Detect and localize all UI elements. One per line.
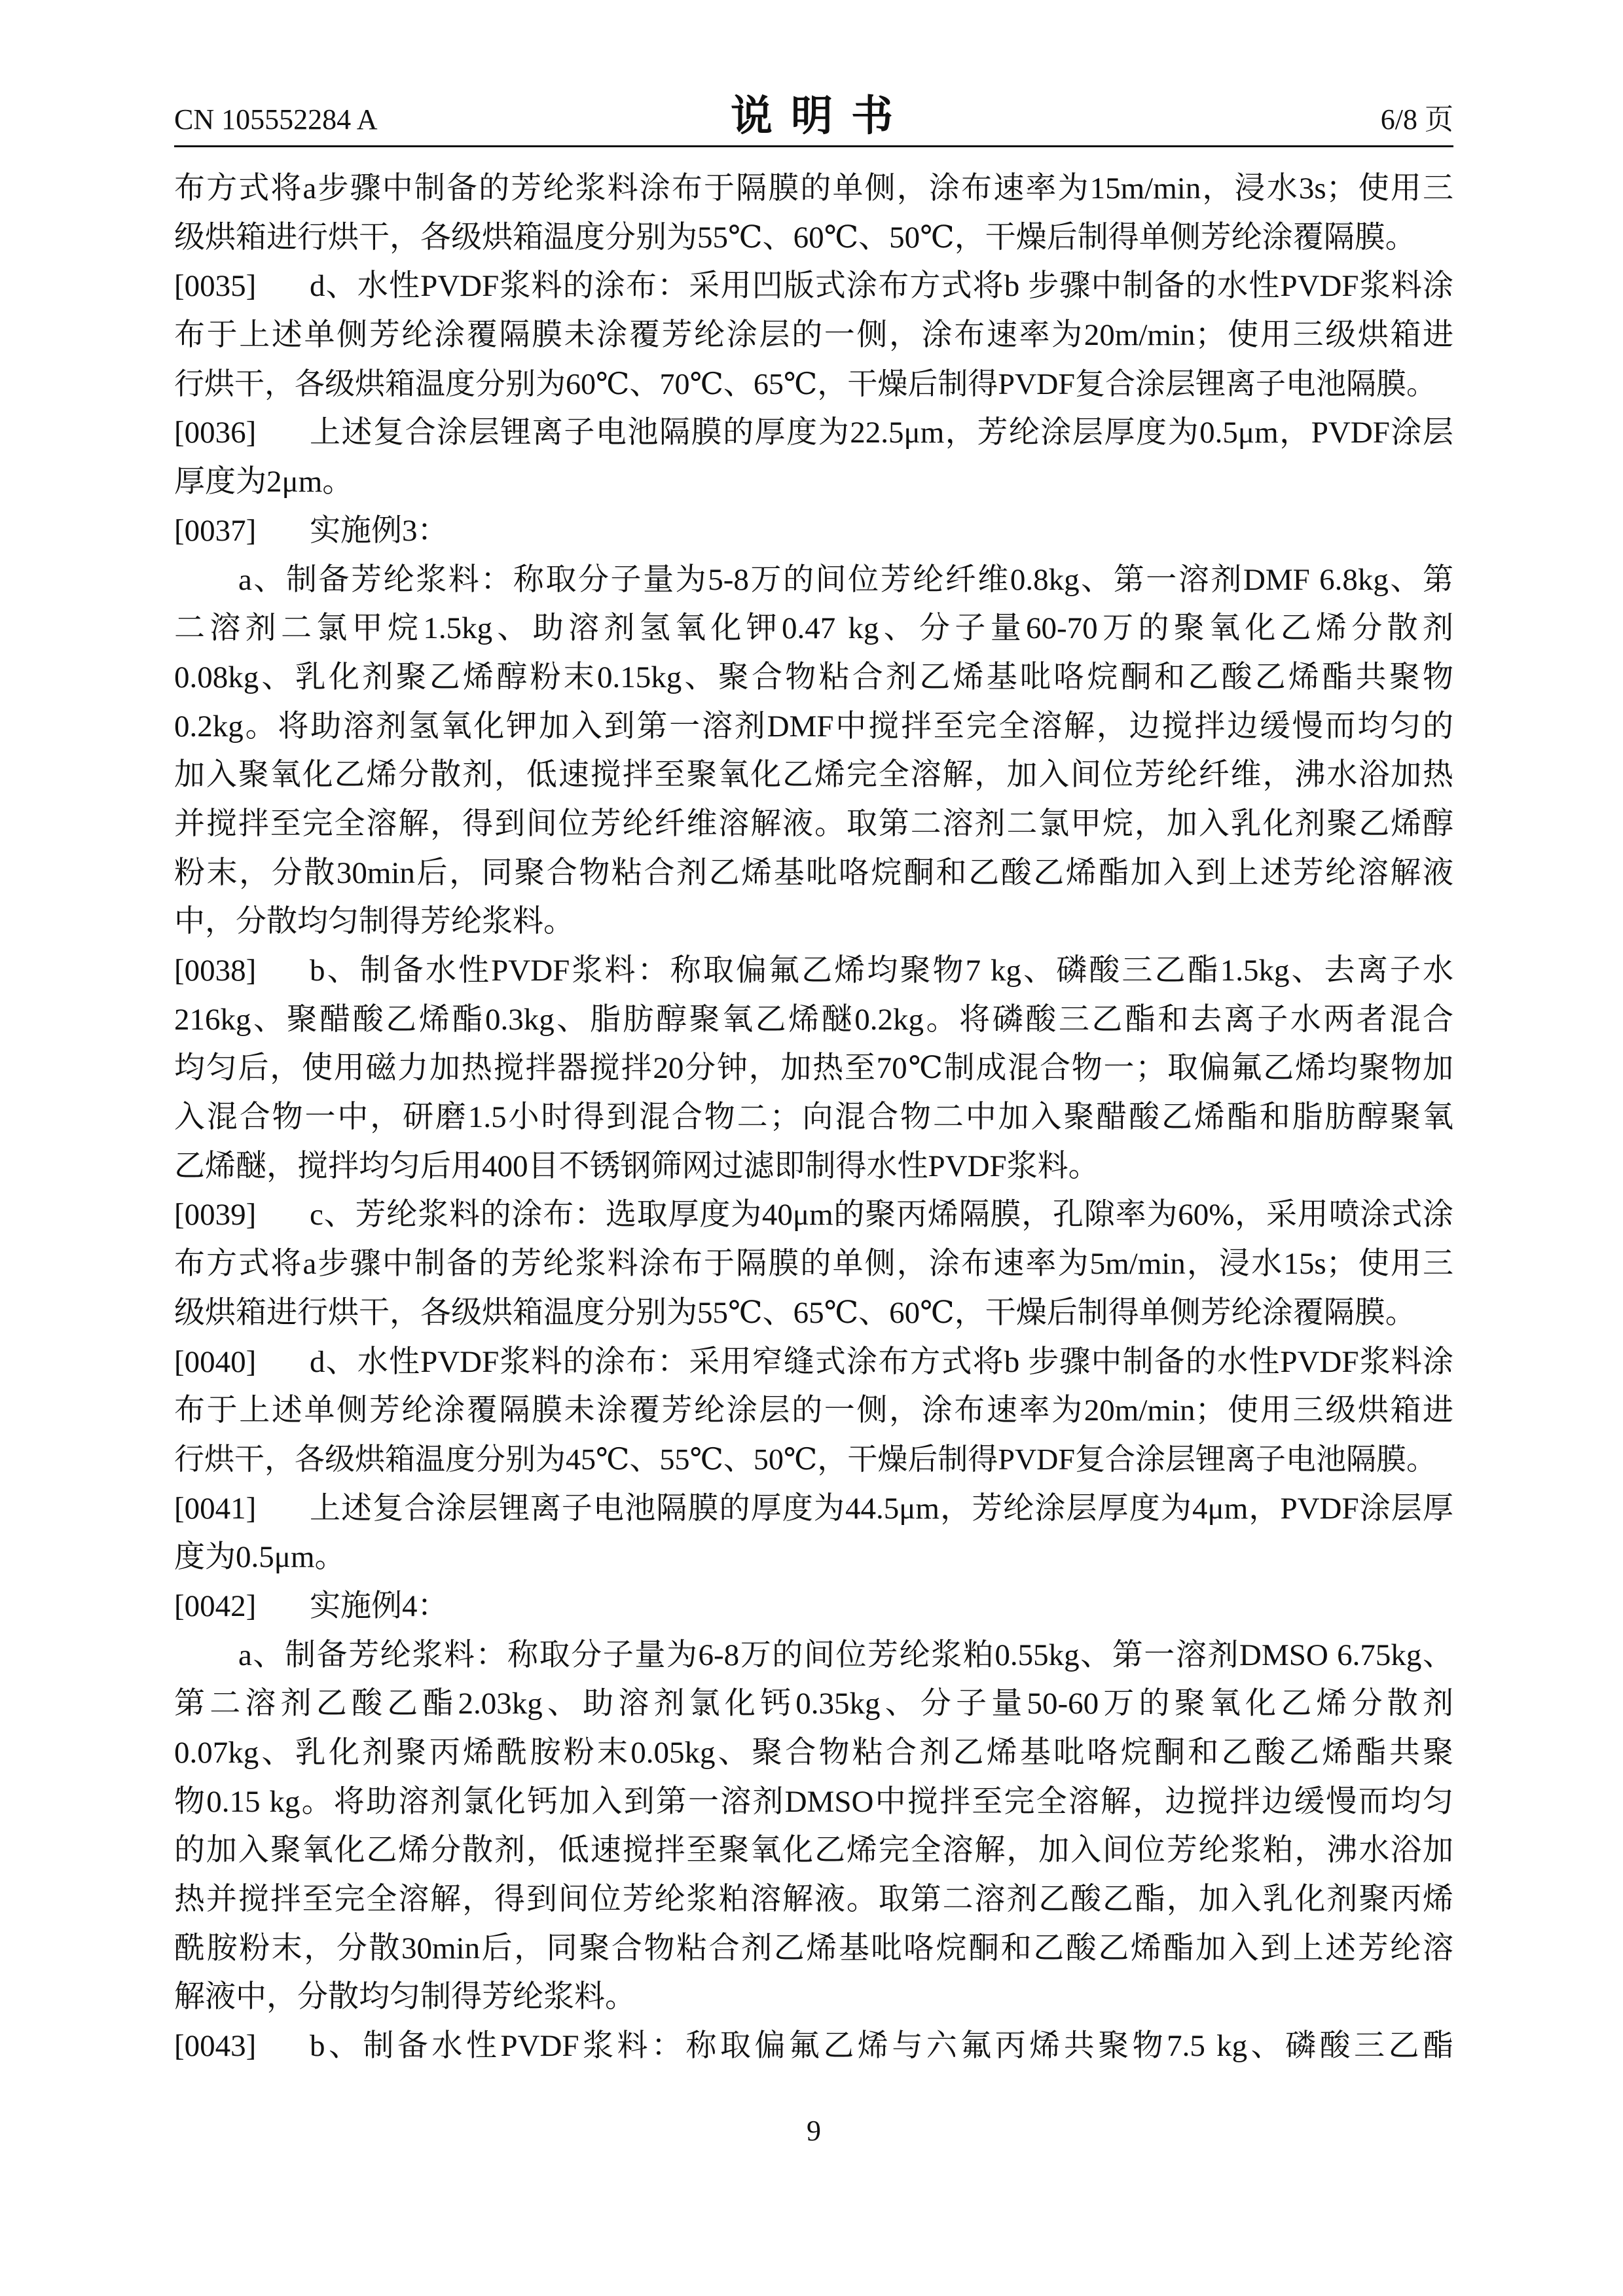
line-text: 中，分散均匀制得芳纶浆料。 [174, 905, 574, 939]
line-text: 0.08kg、乳化剂聚乙烯醇粉末0.15kg、聚合物粘合剂乙烯基吡咯烷酮和乙酸乙烯酯共聚物 [174, 660, 1453, 694]
text-line [174, 1044, 1453, 1093]
text-line [174, 800, 1453, 849]
paragraph-0036 [174, 408, 1453, 506]
text-line [174, 262, 1453, 311]
page-number: 9 [807, 2115, 821, 2147]
line-text: 物0.15 kg。将助溶剂氯化钙加入到第一溶剂DMSO中搅拌至完全溶解，边搅拌边缓慢而均匀 [174, 1784, 1453, 1819]
line-text: c、芳纶浆料的涂布：选取厚度为40μm的聚丙烯隔膜，孔隙率为60%，采用喷涂式涂 [310, 1198, 1453, 1232]
text-line [174, 1778, 1453, 1827]
line-text: 酰胺粉末，分散30min后，同聚合物粘合剂乙烯基吡咯烷酮和乙酸乙烯酯加入到上述芳纶溶 [174, 1931, 1453, 1965]
line-text: a、制备芳纶浆料：称取分子量为6-8万的间位芳纶浆粕0.55kg、第一溶剂DMSO 6.75kg、 [238, 1638, 1453, 1672]
text-line [174, 1142, 1453, 1191]
text-line [174, 897, 1453, 946]
text-line [174, 1826, 1453, 1875]
line-text: 的加入聚氧化乙烯分散剂，低速搅拌至聚氧化乙烯完全溶解，加入间位芳纶浆粕，沸水浴加 [174, 1833, 1453, 1868]
paragraph-number: [0037] [174, 513, 257, 548]
paragraph-0038 [174, 946, 1453, 1191]
text-line [174, 1435, 1453, 1484]
paragraph-number: [0043] [174, 2029, 257, 2064]
text-line [174, 1240, 1453, 1289]
document-number: CN 105552284 A [174, 103, 378, 135]
line-text: 解液中，分散均匀制得芳纶浆料。 [174, 1980, 636, 2015]
paragraph-number: [0041] [174, 1491, 257, 1526]
paragraph-number: [0038] [174, 954, 257, 988]
text-line [174, 1338, 1453, 1387]
text-line [174, 996, 1453, 1045]
body-text [174, 164, 1453, 2071]
document-title: 说 明 书 [731, 93, 897, 139]
paragraph [174, 556, 1453, 947]
line-text: b、制备水性PVDF浆料：称取偏氟乙烯均聚物7 kg、磷酸三乙酯1.5kg、去离子水 [310, 954, 1453, 988]
line-text: d、水性PVDF浆料的涂布：采用凹版式涂布方式将b 步骤中制备的水性PVDF浆料涂 [310, 269, 1453, 304]
line-text: 行烘干，各级烘箱温度分别为60℃、70℃、65℃，干燥后制得PVDF复合涂层锂离子电池隔膜。 [174, 367, 1436, 401]
line-text: 布于上述单侧芳纶涂覆隔膜未涂覆芳纶涂层的一侧，涂布速率为20m/min；使用三级烘箱进 [174, 318, 1453, 353]
text-line [174, 1729, 1453, 1778]
line-text: 布方式将a步骤中制备的芳纶浆料涂布于隔膜的单侧，涂布速率为5m/min，浸水15s；使用三 [174, 1247, 1453, 1282]
text-line [174, 849, 1453, 898]
line-text: 级烘箱进行烘干，各级烘箱温度分别为55℃、65℃、60℃，干燥后制得单侧芳纶涂覆隔膜。 [174, 1295, 1416, 1330]
line-text: 并搅拌至完全溶解，得到间位芳纶纤维溶解液。取第二溶剂二氯甲烷，加入乳化剂聚乙烯醇 [174, 806, 1453, 841]
text-line [174, 1924, 1453, 1973]
header-rule [174, 145, 1453, 147]
line-text: 均匀后，使用磁力加热搅拌器搅拌20分钟，加热至70℃制成混合物一；取偏氟乙烯均聚物加 [174, 1051, 1453, 1086]
line-text: 布方式将a步骤中制备的芳纶浆料涂布于隔膜的单侧，涂布速率为15m/min，浸水3s；使用三 [174, 171, 1453, 206]
line-text: b、制备水性PVDF浆料：称取偏氟乙烯与六氟丙烯共聚物7.5 kg、磷酸三乙酯 [310, 2029, 1453, 2064]
text-line [174, 1631, 1453, 1680]
text-line [174, 1289, 1453, 1338]
paragraph-0041 [174, 1484, 1453, 1582]
paragraph-0043 [174, 2022, 1453, 2071]
line-text: 0.07kg、乳化剂聚丙烯酰胺粉末0.05kg、聚合物粘合剂乙烯基吡咯烷酮和乙酸乙烯酯共聚 [174, 1736, 1453, 1770]
line-text: 厚度为2μm。 [174, 465, 354, 499]
paragraph-0039 [174, 1191, 1453, 1337]
line-text: 上述复合涂层锂离子电池隔膜的厚度为44.5μm，芳纶涂层厚度为4μm，PVDF涂层厚 [310, 1491, 1453, 1526]
line-text: 上述复合涂层锂离子电池隔膜的厚度为22.5μm，芳纶涂层厚度为0.5μm，PVDF涂层 [310, 416, 1453, 450]
line-text: 布于上述单侧芳纶涂覆隔膜未涂覆芳纶涂层的一侧，涂布速率为20m/min；使用三级烘箱进 [174, 1393, 1453, 1428]
text-line [174, 1582, 1453, 1631]
text-line [174, 1191, 1453, 1240]
line-text: d、水性PVDF浆料的涂布：采用窄缝式涂布方式将b 步骤中制备的水性PVDF浆料涂 [310, 1344, 1453, 1379]
line-text: a、制备芳纶浆料：称取分子量为5-8万的间位芳纶纤维0.8kg、第一溶剂DMF 6.8kg、第 [238, 562, 1453, 597]
paragraph-0037 [174, 507, 1453, 556]
text-line [174, 311, 1453, 360]
text-line [174, 2022, 1453, 2071]
text-line [174, 1973, 1453, 2022]
text-line [174, 1679, 1453, 1729]
text-line [174, 556, 1453, 605]
line-text: 级烘箱进行烘干，各级烘箱温度分别为55℃、60℃、50℃，干燥后制得单侧芳纶涂覆隔膜。 [174, 220, 1416, 255]
text-line [174, 604, 1453, 653]
paragraph-0040 [174, 1338, 1453, 1484]
text-line [174, 1484, 1453, 1534]
text-line [174, 1386, 1453, 1435]
paragraph-number: [0036] [174, 416, 257, 450]
paragraph-number: [0040] [174, 1344, 257, 1379]
line-text: 入混合物一中，研磨1.5小时得到混合物二；向混合物二中加入聚醋酸乙烯酯和脂肪醇聚氧 [174, 1100, 1453, 1135]
text-line [174, 653, 1453, 702]
paragraph-0042 [174, 1582, 1453, 1631]
paragraph-number: [0042] [174, 1588, 257, 1623]
text-line [174, 946, 1453, 996]
text-line [174, 1875, 1453, 1924]
text-line [174, 1533, 1453, 1582]
line-text: 行烘干，各级烘箱温度分别为45℃、55℃、50℃，干燥后制得PVDF复合涂层锂离子电池隔膜。 [174, 1442, 1436, 1476]
text-line [174, 360, 1453, 409]
line-text: 第二溶剂乙酸乙酯2.03kg、助溶剂氯化钙0.35kg、分子量50-60万的聚氧化乙烯分散剂 [174, 1687, 1453, 1721]
text-line [174, 1093, 1453, 1142]
text-line [174, 702, 1453, 751]
line-text: 二溶剂二氯甲烷1.5kg、助溶剂氢氧化钾0.47 kg、分子量60-70万的聚氧化乙烯分散剂 [174, 611, 1453, 646]
text-line [174, 751, 1453, 800]
page-indicator: 6/8 页 [1380, 103, 1453, 135]
line-text: 乙烯醚，搅拌均匀后用400目不锈钢筛网过滤即制得水性PVDF浆料。 [174, 1149, 1099, 1183]
paragraph [174, 164, 1453, 262]
line-text: 0.2kg。将助溶剂氢氧化钾加入到第一溶剂DMF中搅拌至完全溶解，边搅拌边缓慢而均匀的 [174, 709, 1453, 744]
paragraph-0035 [174, 262, 1453, 408]
line-text: 加入聚氧化乙烯分散剂，低速搅拌至聚氧化乙烯完全溶解，加入间位芳纶纤维，沸水浴加热 [174, 758, 1453, 793]
text-line [174, 213, 1453, 262]
line-text: 度为0.5μm。 [174, 1540, 346, 1575]
line-text: 实施例3： [310, 513, 448, 548]
line-text: 实施例4： [310, 1588, 448, 1623]
text-line [174, 507, 1453, 556]
text-line [174, 457, 1453, 507]
line-text: 216kg、聚醋酸乙烯酯0.3kg、脂肪醇聚氧乙烯醚0.2kg。将磷酸三乙酯和去离子水两者混合 [174, 1002, 1453, 1037]
paragraph-number: [0035] [174, 269, 257, 304]
line-text: 热并搅拌至完全溶解，得到间位芳纶浆粕溶解液。取第二溶剂乙酸乙酯，加入乳化剂聚丙烯 [174, 1882, 1453, 1917]
paragraph [174, 1631, 1453, 2022]
paragraph-number: [0039] [174, 1198, 257, 1232]
text-line [174, 164, 1453, 213]
line-text: 粉末，分散30min后，同聚合物粘合剂乙烯基吡咯烷酮和乙酸乙烯酯加入到上述芳纶溶解液 [174, 855, 1453, 890]
text-line [174, 408, 1453, 457]
